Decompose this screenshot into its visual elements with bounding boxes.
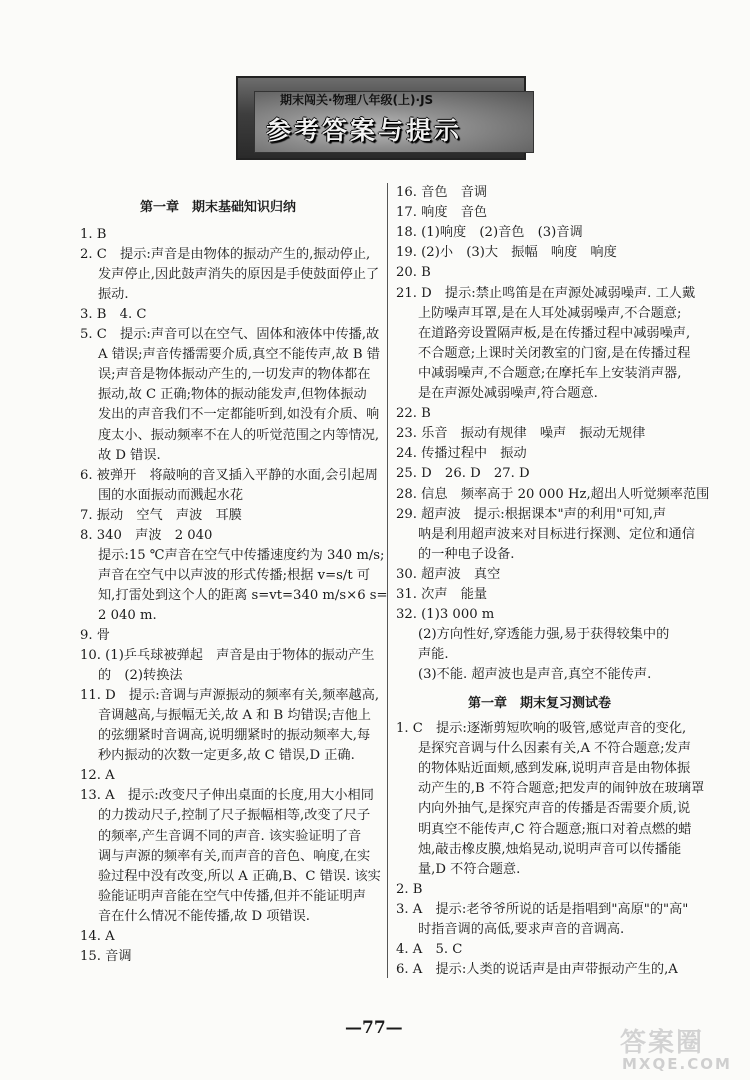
text-line: 的弦绷紧时音调高,说明绷紧时的振动频率大,每 bbox=[98, 728, 371, 744]
text-line: 的物体贴近面颊,感到发麻,说明声音是由物体振 bbox=[418, 761, 691, 777]
banner-title: 参考答案与提示 bbox=[266, 116, 463, 145]
text-line: 上防噪声耳罩,是在人耳处减弱噪声,不合题意; bbox=[418, 305, 682, 321]
text-line: 验过程中没有改变,所以 A 正确,B、C 错误. 该实 bbox=[98, 868, 381, 884]
text-line: 发声停止,因此鼓声消失的原因是手使鼓面停止了 bbox=[98, 267, 380, 283]
text-line: 明真空不能传声,C 符合题意;瓶口对着点燃的蜡 bbox=[418, 821, 692, 837]
text-line: 内向外抽气,是探究声音的传播是否需要介质,说 bbox=[418, 801, 691, 817]
text-line: 知,打雷处到这个人的距离 s=vt=340 m/s×6 s= bbox=[98, 587, 388, 603]
section-heading-basics: 第一章 期末基础知识归纳 bbox=[140, 200, 297, 215]
text-line: 的 (2)转换法 bbox=[98, 668, 183, 684]
text-line: 音调越高,与振幅无关,故 A 和 B 均错误;吉他上 bbox=[98, 708, 371, 724]
text-line: 中减弱噪声,不合题意;在摩托车上安装消声器, bbox=[418, 365, 682, 381]
text-line: 声能. bbox=[418, 647, 449, 663]
text-line: 21. D 提示:禁止鸣笛是在声源处减弱噪声. 工人戴 bbox=[396, 285, 696, 301]
text-line: 28. 信息 频率高于 20 000 Hz,超出人听觉频率范围 bbox=[396, 486, 710, 502]
text-line: 17. 响度 音色 bbox=[396, 205, 488, 221]
text-line: 22. B bbox=[396, 406, 431, 422]
text-line: 量,D 不符合题意. bbox=[418, 861, 521, 877]
text-line: 声音在空气中以声波的形式传播;根据 v=s/t 可 bbox=[98, 567, 371, 583]
text-line: A 错误;声音传播需要介质,真空不能传声,故 B 错 bbox=[98, 347, 380, 363]
text-line: 误;声音是物体振动产生的,一切发声的物体都在 bbox=[98, 367, 371, 383]
section-heading-review-test: 第一章 期末复习测试卷 bbox=[468, 696, 612, 711]
text-line: 围的水面振动而溅起水花 bbox=[98, 487, 244, 503]
text-line: 故 D 错误. bbox=[98, 447, 161, 463]
text-line: 6. A 提示:人类的说话声是由声带振动产生的,A bbox=[396, 962, 678, 978]
text-line: 验能证明声音能在空气中传播,但并不能证明声 bbox=[98, 888, 366, 904]
text-line: 是在声源处减弱噪声,符合题意. bbox=[418, 386, 598, 401]
text-line: 秒内振动的次数一定更多,故 C 错误,D 正确. bbox=[98, 748, 355, 764]
text-line: 3. B 4. C bbox=[80, 307, 147, 323]
text-line: 15. 音调 bbox=[80, 948, 132, 964]
text-line: 发出的声音我们不一定都能听到,如没有介质、响 bbox=[98, 407, 380, 423]
text-line: 烛,敲击橡皮膜,烛焰晃动,说明声音可以传播能 bbox=[418, 841, 682, 857]
text-line: 4. A 5. C bbox=[396, 942, 463, 958]
text-line: 11. D 提示:音调与声源振动的频率有关,频率越高, bbox=[80, 688, 380, 704]
text-line: 23. 乐音 振动有规律 噪声 振动无规律 bbox=[396, 426, 646, 442]
text-line: 14. A bbox=[80, 928, 115, 944]
text-line: 19. (2)小 (3)大 振幅 响度 响度 bbox=[396, 245, 617, 261]
text-line: 16. 音色 音调 bbox=[396, 185, 488, 200]
text-line: 20. B bbox=[396, 265, 431, 281]
banner-subtitle: 期末闯关·物理八年级(上)·JS bbox=[280, 93, 434, 107]
text-line: 8. 340 声波 2 040 bbox=[80, 527, 213, 543]
text-line: (3)不能. 超声波也是声音,真空不能传声. bbox=[418, 667, 652, 683]
text-line: 13. A 提示:改变尺子伸出桌面的长度,用大小相同 bbox=[80, 788, 374, 804]
text-line: 30. 超声波 真空 bbox=[396, 566, 501, 582]
text-line: 10. (1)乒乓球被弹起 声音是由于物体的振动产生 bbox=[80, 648, 375, 664]
text-line: 度太小、振动频率不在人的听觉范围之内等情况, bbox=[98, 427, 380, 443]
text-line: 是探究音调与什么因素有关,A 不符合题意;发声 bbox=[418, 741, 691, 757]
text-line: 调与声源的频率有关,而声音的音色、响度,在实 bbox=[98, 848, 371, 864]
text-line: 29. 超声波 提示:根据课本"声的利用"可知,声 bbox=[396, 506, 667, 522]
text-line: 振动. bbox=[98, 287, 129, 303]
text-line: 音在什么情况不能传播,故 D 项错误. bbox=[98, 908, 310, 924]
text-line: 2. B bbox=[396, 881, 423, 897]
column-divider bbox=[387, 183, 388, 978]
title-banner bbox=[236, 76, 526, 160]
text-line: 1. C 提示:逐渐剪短吹响的吸管,感觉声音的变化, bbox=[396, 721, 687, 736]
text-line: 在道路旁设置隔声板,是在传播过程中减弱噪声, bbox=[418, 325, 691, 341]
text-line: 提示:15 ℃声音在空气中传播速度约为 340 m/s; bbox=[98, 547, 385, 563]
text-line: 9. 骨 bbox=[80, 628, 110, 643]
text-line: 12. A bbox=[80, 768, 115, 784]
text-line: 3. A 提示:老爷爷所说的话是指唱到"高原"的"高" bbox=[396, 901, 689, 917]
text-line: 的力拨动尺子,控制了尺子振幅相等,改变了尺子 bbox=[98, 808, 371, 824]
text-line: (2)方向性好,穿透能力强,易于获得较集中的 bbox=[418, 627, 670, 643]
text-line: 6. 被弹开 将敲响的音叉插入平静的水面,会引起周 bbox=[80, 467, 378, 483]
text-line: 31. 次声 能量 bbox=[396, 587, 488, 602]
text-line: 2. C 提示:声音是由物体的振动产生的,振动停止, bbox=[80, 247, 371, 263]
watermark-bottom: MXQE.COM bbox=[622, 1055, 732, 1073]
text-line: 振动,故 C 正确;物体的振动能发声,但物体振动 bbox=[98, 387, 367, 403]
watermark-top: 答案圈 bbox=[620, 1028, 705, 1058]
watermark-logo bbox=[610, 1022, 740, 1077]
text-line: 2 040 m. bbox=[98, 607, 157, 623]
text-line: 25. D 26. D 27. D bbox=[396, 466, 530, 482]
text-line: 5. C 提示:声音可以在空气、固体和液体中传播,故 bbox=[80, 327, 380, 343]
text-line: 24. 传播过程中 振动 bbox=[396, 446, 527, 462]
text-line: 不合题意;上课时关闭教室的门窗,是在传播过程 bbox=[418, 345, 691, 361]
text-line: 32. (1)3 000 m bbox=[396, 607, 495, 623]
text-line: 呐是利用超声波来对目标进行探测、定位和通信 bbox=[418, 526, 695, 542]
text-line: 的频率,产生音调不同的声音. 该实验证明了音 bbox=[98, 828, 362, 844]
text-line: 动产生的,B 不符合题意;把发声的闹钟放在玻璃罩 bbox=[418, 781, 705, 797]
text-line: 的一种电子设备. bbox=[418, 546, 515, 562]
text-line: 18. (1)响度 (2)音色 (3)音调 bbox=[396, 225, 583, 241]
text-line: 时指音调的高低,要求声音的音调高. bbox=[418, 922, 625, 937]
text-line: 7. 振动 空气 声波 耳膜 bbox=[80, 507, 242, 523]
page-number: —77— bbox=[345, 1018, 403, 1038]
text-line: 1. B bbox=[80, 227, 107, 242]
